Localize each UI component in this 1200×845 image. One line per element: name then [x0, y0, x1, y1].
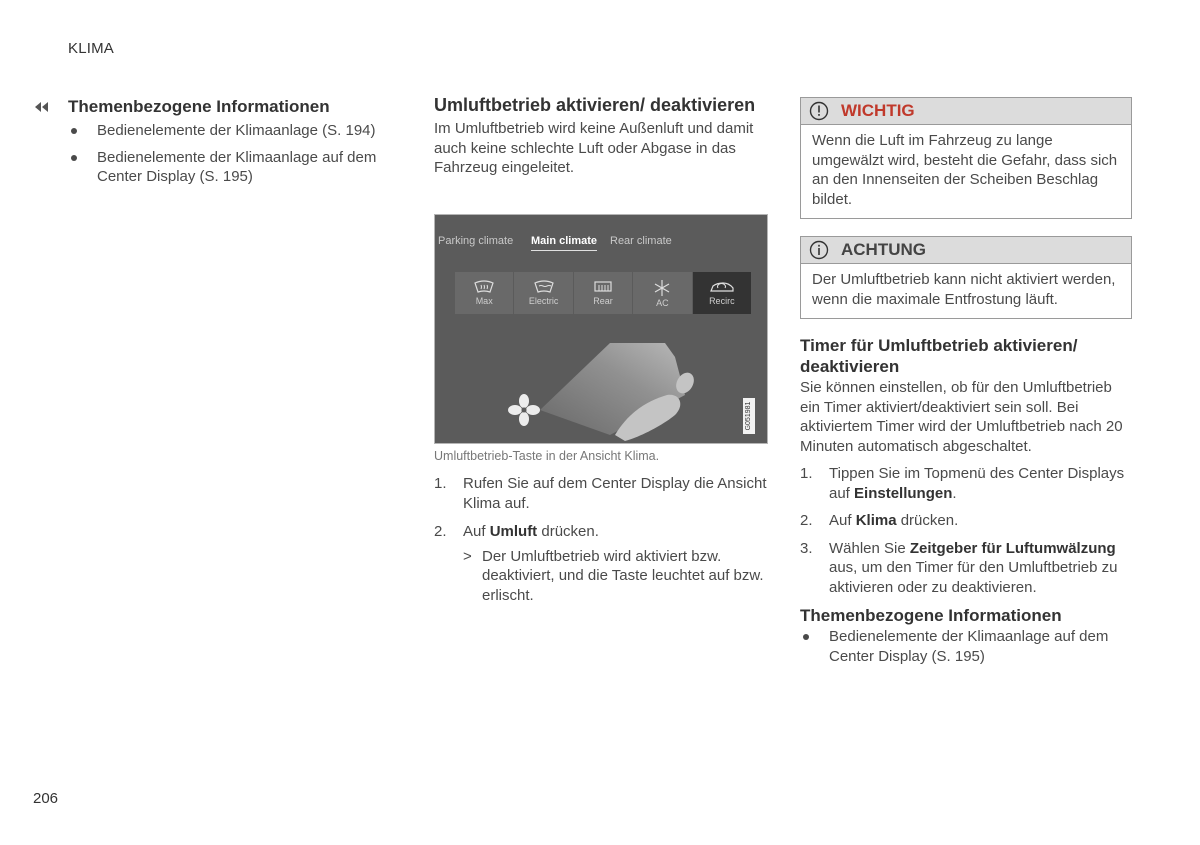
note-text: Der Umluftbetrieb kann nicht aktiviert werden, wenn die maximale Entfrostung läuft.	[812, 271, 1116, 308]
ac-button[interactable]	[633, 272, 691, 314]
snowflake-icon	[653, 279, 671, 297]
related-link[interactable]	[800, 627, 1132, 666]
related-info-right-heading: Themenbezogene Informationen	[800, 606, 1062, 625]
warning-title: WICHTIG	[841, 101, 915, 120]
button-label: AC	[656, 297, 669, 308]
windshield-max-icon	[473, 280, 495, 294]
step-text: Auf Klima drücken.	[829, 512, 959, 529]
main-intro: Im Umluftbetrieb wird keine Außenluft und damit auch keine schlechte Luft oder Abgase in das Fahrzeug eingeleitet.	[434, 120, 754, 176]
image-code: G051981	[745, 401, 752, 431]
warning-text: Wenn die Luft im Fahrzeug zu lange umgewälzt wird, besteht die Gefahr, dass sich an den Innenseiten der Scheiben Beschlag bildet.	[812, 132, 1118, 208]
related-link[interactable]	[34, 148, 384, 187]
step-1	[434, 474, 769, 513]
main-steps	[434, 474, 769, 605]
button-label: Electric	[528, 296, 559, 306]
recirculation-car-icon	[709, 280, 735, 294]
warning-box	[800, 97, 1132, 219]
step-number: 3.	[800, 539, 813, 557]
note-heading	[801, 237, 1131, 264]
bullet-icon	[803, 634, 809, 640]
info-icon	[809, 240, 833, 260]
right-column	[800, 97, 1132, 673]
image-code-badge	[743, 398, 755, 434]
related-info-right-list	[800, 627, 1132, 666]
related-link-text[interactable]: Bedienelemente der Klimaanlage auf dem Center Display (S. 195)	[97, 148, 377, 185]
warning-heading	[801, 98, 1131, 125]
windshield-electric-icon	[533, 280, 555, 294]
step-number: 2.	[434, 523, 447, 540]
max-defrost-button[interactable]	[455, 272, 513, 314]
related-info-heading	[34, 96, 384, 118]
main-section	[434, 95, 769, 178]
screenshot-caption: Umluftbetrieb-Taste in der Ansicht Klima.	[434, 449, 660, 463]
button-label: Recirc	[709, 296, 735, 306]
double-arrow-left-icon	[34, 102, 68, 112]
timer-heading: Timer für Umluftbetrieb aktivieren/ deaktivieren	[800, 336, 1078, 376]
recirc-button[interactable]	[693, 272, 751, 314]
electric-defrost-button[interactable]	[514, 272, 572, 314]
timer-step-1	[800, 464, 1132, 503]
rear-defrost-button[interactable]	[574, 272, 632, 314]
step-number: 1.	[800, 465, 813, 482]
step-text: Tippen Sie im Topmenü des Center Displays auf Einstellungen.	[829, 465, 1125, 502]
tab-parking-climate[interactable]: Parking climate	[438, 235, 514, 247]
step-number: 1.	[434, 475, 447, 492]
timer-step-2	[800, 511, 1132, 531]
bullet-icon	[71, 155, 77, 161]
climate-screenshot	[434, 214, 768, 444]
tab-rear-climate[interactable]: Rear climate	[610, 235, 672, 247]
note-box	[800, 236, 1132, 319]
page-number: 206	[33, 790, 59, 807]
exclamation-icon	[809, 101, 833, 121]
timer-intro: Sie können einstellen, ob für den Umluftbetrieb ein Timer aktiviert/deaktiviert sein soll. Bei aktiviertem Timer wird der Umluftbetrieb nach 20 Minuten automatisch abgeschaltet.	[800, 379, 1123, 455]
step-text: Wählen Sie Zeitgeber für Luftumwälzung aus, um den Timer für den Umluftbetrieb zu aktivieren oder zu deaktivieren.	[829, 539, 1118, 596]
step-result	[463, 547, 769, 606]
step-2	[434, 522, 769, 542]
result-marker: >	[463, 547, 472, 565]
related-link-text[interactable]: Bedienelemente der Klimaanlage auf dem Center Display (S. 195)	[829, 628, 1109, 665]
button-label: Max	[475, 296, 493, 306]
main-heading: Umluftbetrieb aktivieren/ deaktivieren	[434, 95, 756, 115]
note-title: ACHTUNG	[841, 240, 926, 259]
climate-button-row	[455, 272, 751, 314]
result-text: Der Umluftbetrieb wird aktiviert bzw. deaktiviert, und die Taste leuchtet auf bzw. erlischt.	[482, 547, 764, 604]
step-number: 2.	[800, 512, 813, 529]
related-link[interactable]	[34, 121, 384, 141]
rear-defrost-icon	[592, 280, 614, 294]
related-info-title: Themenbezogene Informationen	[68, 97, 330, 116]
timer-steps	[800, 464, 1132, 597]
button-label: Rear	[593, 296, 613, 306]
section-title: KLIMA	[68, 40, 115, 57]
related-link-text[interactable]: Bedienelemente der Klimaanlage (S. 194)	[97, 122, 376, 139]
fan-icon[interactable]	[507, 393, 541, 432]
step-text: Rufen Sie auf dem Center Display die Ansicht Klima auf.	[463, 475, 767, 512]
step-text: Auf Umluft drücken.	[463, 523, 599, 540]
related-info-list	[34, 121, 384, 187]
timer-step-3	[800, 539, 1132, 598]
related-info-left	[34, 96, 384, 194]
tab-main-climate[interactable]: Main climate	[531, 235, 597, 251]
bullet-icon	[71, 128, 77, 134]
